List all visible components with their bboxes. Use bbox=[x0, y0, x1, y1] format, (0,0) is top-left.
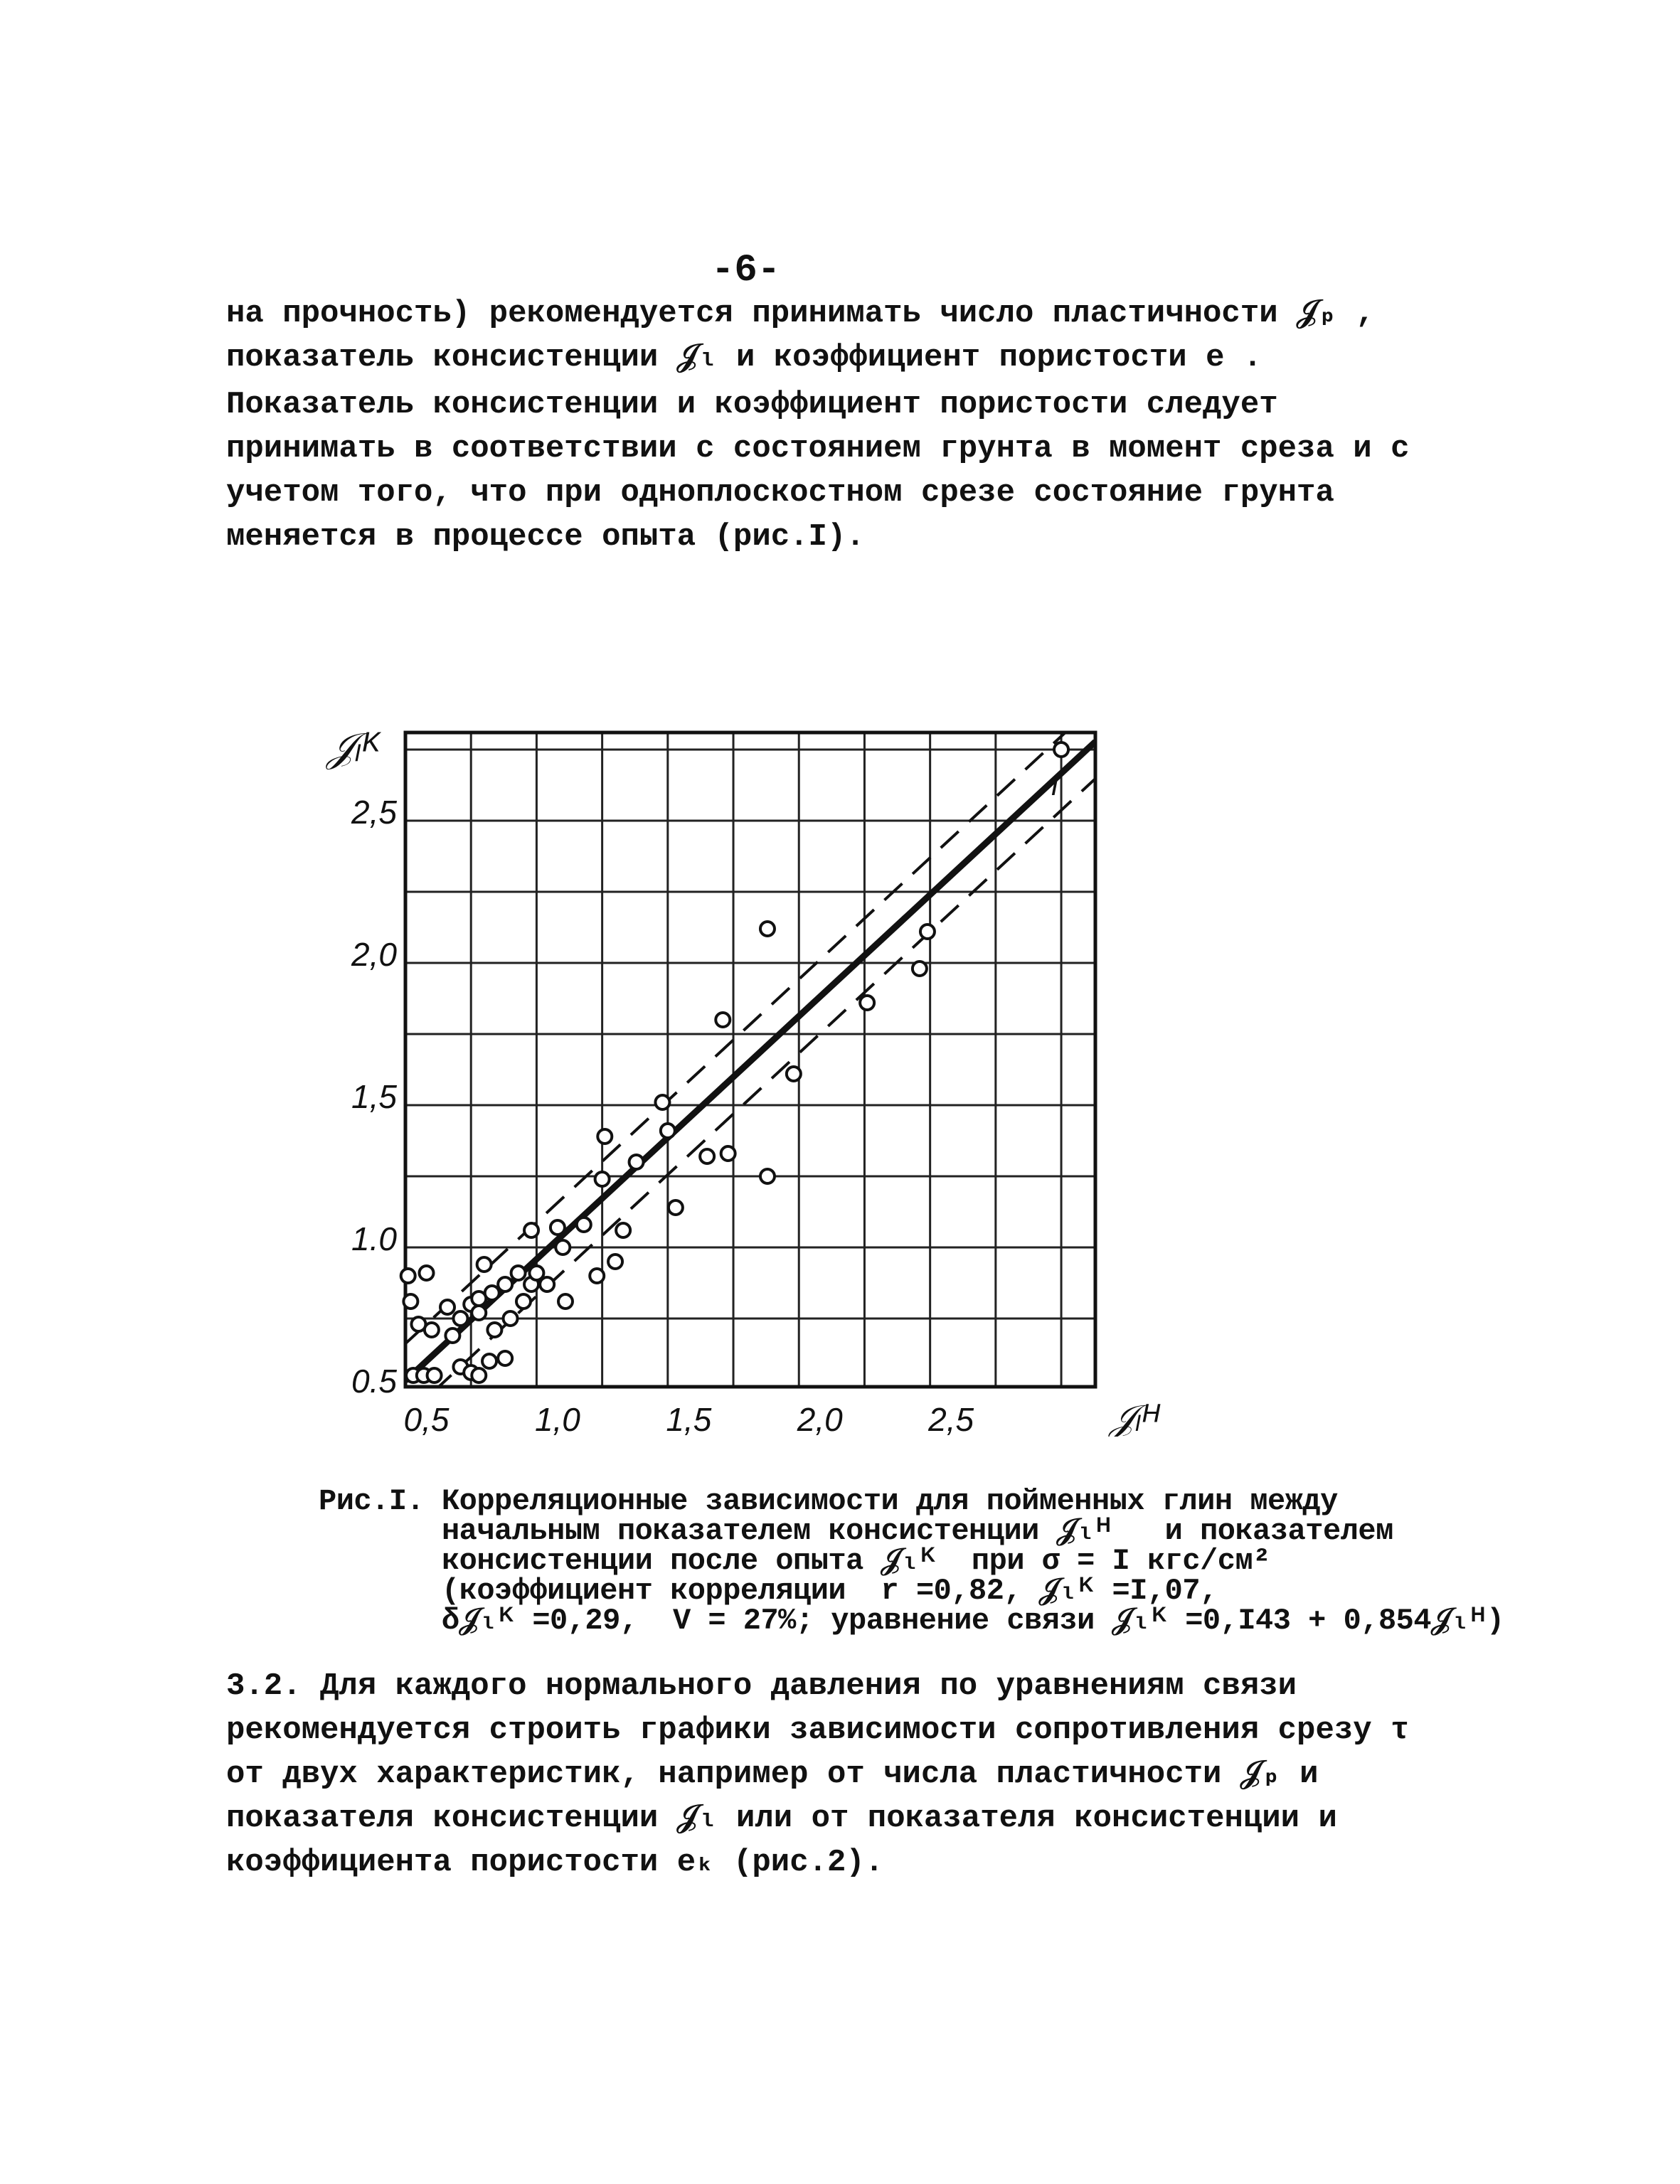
data-point bbox=[787, 1067, 801, 1081]
intro-paragraph: на прочность) рекомендуется принимать число пластичности 𝒥ₚ , показатель консистенции 𝒥ₗ и коэффициент пористости e . bbox=[226, 296, 1394, 375]
data-point bbox=[445, 1328, 459, 1343]
y-tick-label: 2,0 bbox=[351, 936, 397, 973]
data-point bbox=[487, 1323, 501, 1337]
data-point bbox=[516, 1294, 531, 1309]
data-point bbox=[700, 1149, 714, 1163]
data-point bbox=[721, 1146, 735, 1161]
data-point bbox=[655, 1095, 669, 1109]
data-point bbox=[403, 1294, 418, 1309]
data-point bbox=[1054, 742, 1068, 757]
data-point bbox=[511, 1266, 526, 1280]
data-point bbox=[401, 1269, 415, 1283]
consistency-paragraph: Показатель консистенции и коэффициент пористости следует принимать в соответствии с состоянием грунта в момент среза и с учетом того, что при одноплоскостном срезе состояние грунта меняется в процессе опыта (рис.I). bbox=[226, 387, 1428, 555]
data-point bbox=[716, 1013, 730, 1027]
data-point bbox=[616, 1223, 630, 1237]
data-point bbox=[661, 1124, 675, 1138]
data-point bbox=[440, 1300, 454, 1314]
data-point bbox=[420, 1266, 434, 1280]
data-point bbox=[760, 1169, 775, 1183]
data-point bbox=[524, 1223, 538, 1237]
data-point bbox=[477, 1257, 491, 1272]
data-point bbox=[597, 1129, 612, 1144]
data-point bbox=[860, 996, 874, 1010]
y-tick-label: 2,5 bbox=[351, 794, 397, 831]
data-point bbox=[577, 1218, 591, 1232]
data-point bbox=[629, 1155, 644, 1169]
x-tick-label: 1,5 bbox=[666, 1401, 712, 1437]
x-tick-label: 2,5 bbox=[928, 1401, 974, 1437]
x-tick-label: 1,0 bbox=[534, 1401, 580, 1437]
data-point bbox=[555, 1240, 570, 1255]
section-3-2-paragraph: 3.2. Для каждого нормального давления по уравнениям связи рекомендуется строить графики зависимости сопротивления срезу τ от двух характеристик, например от числа пластичности 𝒥ₚ и показателя консистенции 𝒥ₗ или от показателя консистенции и коэффициента пористости eₖ (рис.2). bbox=[226, 1668, 1428, 1880]
data-point bbox=[540, 1277, 554, 1291]
data-point bbox=[425, 1323, 439, 1337]
y-tick-label: 1.0 bbox=[351, 1220, 397, 1257]
figure-caption: Рис.I. Корреляционные зависимости для пойменных глин между начальным показателем консистенции 𝒥ₗᴴ и показателем консистенции после опыта 𝒥ₗᴷ при σ = I кгс/см² (коэффициент корреляции r =0,82, 𝒥ₗᴷ =I,07, δ𝒥ₗᴷ =0,29, V = 27%; уравнение связи 𝒥ₗᴷ =0,I43 + 0,854𝒥ₗᴴ) bbox=[319, 1484, 1504, 1638]
x-tick-label: 2,0 bbox=[797, 1401, 843, 1437]
y-axis-label: 𝒥ₗᴷ bbox=[327, 725, 380, 769]
data-point bbox=[669, 1200, 683, 1215]
data-point bbox=[498, 1351, 512, 1365]
data-point bbox=[453, 1311, 467, 1326]
data-point bbox=[498, 1277, 512, 1291]
x-axis-label: 𝒥ₗᴴ bbox=[1110, 1398, 1159, 1437]
data-point bbox=[472, 1368, 486, 1383]
x-tick-label: 0,5 bbox=[403, 1401, 450, 1437]
data-point bbox=[482, 1354, 496, 1368]
y-tick-label: 1,5 bbox=[351, 1078, 397, 1115]
data-points bbox=[401, 742, 1068, 1383]
data-point bbox=[590, 1269, 604, 1283]
data-point bbox=[760, 922, 775, 936]
data-point bbox=[485, 1286, 499, 1300]
data-point bbox=[595, 1172, 610, 1186]
data-point bbox=[427, 1368, 442, 1383]
data-point bbox=[913, 962, 927, 976]
regression-label: I bbox=[1051, 770, 1059, 801]
data-point bbox=[920, 925, 935, 939]
data-point bbox=[472, 1306, 486, 1320]
data-point bbox=[558, 1294, 573, 1309]
page-number: -6- bbox=[711, 249, 781, 292]
data-point bbox=[551, 1220, 565, 1235]
correlation-chart bbox=[313, 704, 1181, 1437]
chart-svg bbox=[313, 704, 1181, 1437]
data-point bbox=[608, 1255, 622, 1269]
y-tick-label: 0.5 bbox=[351, 1363, 397, 1400]
tick-labels bbox=[351, 794, 974, 1437]
data-point bbox=[504, 1311, 518, 1326]
